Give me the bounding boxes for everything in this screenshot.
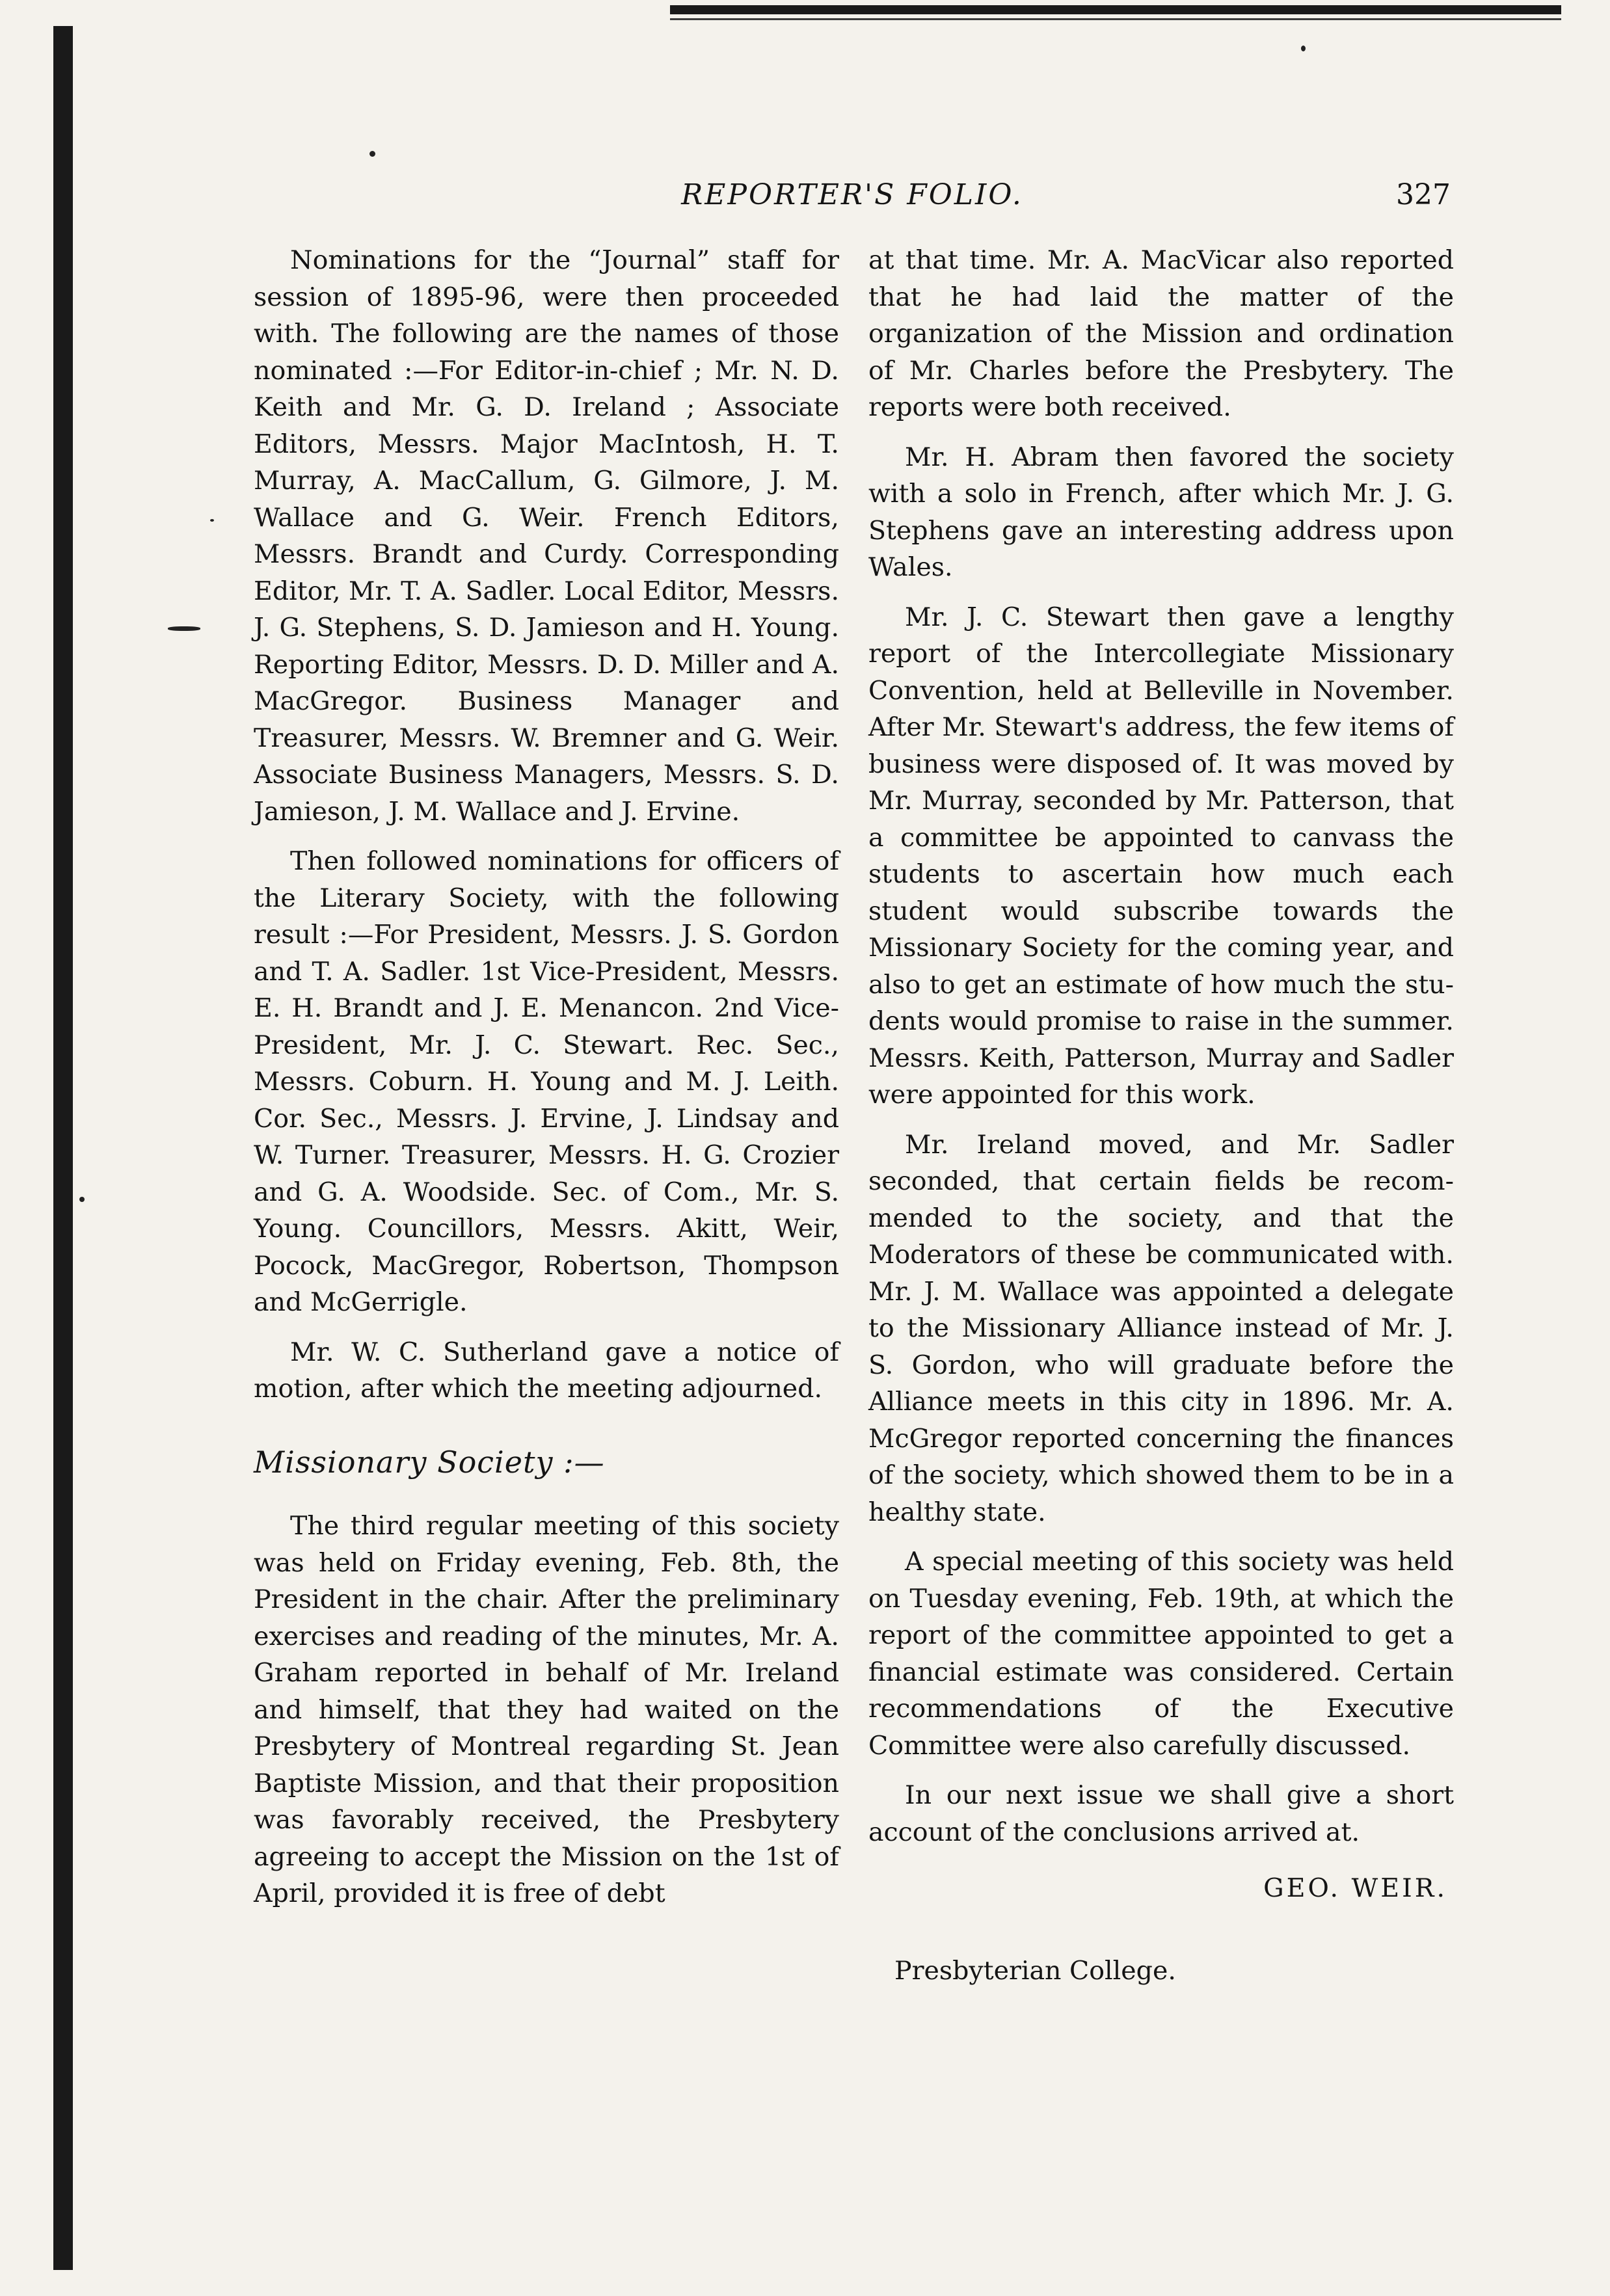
signature: GEO. WEIR. xyxy=(1263,1873,1447,1903)
scan-edge-top xyxy=(670,5,1561,14)
scan-speck xyxy=(168,626,200,631)
scan-edge-left xyxy=(53,26,73,2270)
continuation-paragraph: at that time. Mr. A. MacVicar also reported that he had laid the matter of the organization of the Mission and ordination of Mr. Charles before the Presbytery. The reports were both received. xyxy=(868,245,1454,422)
special-meeting-paragraph: A special meeting of this society was held on Tuesday evening, Feb. 19th, at which the report of the committee appointed to get a financial estimate was considered. Certain recommendations of the Executive Committee were also carefully discussed. xyxy=(868,1547,1454,1761)
journal-nominations-paragraph: Nominations for the “Journal” staff for session of 1895-96, were then proceeded with. The following are the names of those nominated :—For Editor-in-chief ; Mr. N. D. Keith and Mr. G. D. Ireland ; Associate Editors, Messrs. Major MacIntosh, H. T. Murray, A. MacCallum, G. Gilmore, J. M. Wallace and G. Weir. French Editors, Messrs. Brandt and Curdy. Corresponding Editor, Mr. T. A. Sadler. Local Editor, Messrs. J. G. Stephens, S. D. Jamieson and H. Young. Reporting Editor, Messrs. D. D. Miller and A. MacGregor. Business Manager and Treasurer, Messrs. W. Bremner and G. Weir. Associate Business Managers, Messrs. S. D. Jamieson, J. M. Wallace and J. Ervine. xyxy=(254,245,840,827)
affiliation: Presbyterian College. xyxy=(894,1955,1176,1986)
running-title: REPORTER'S FOLIO. xyxy=(681,178,1023,211)
section-heading: Missionary Society :— xyxy=(254,1444,605,1480)
fields-motion-paragraph: Mr. Ireland moved, and Mr. Sadler seconded, that certain fields be recommended to the society, and that the Moderators of these be communicated with. Mr. J. M. Wallace was appointed a delegate to the Missionary Alliance instead of Mr. J. S. Gordon, who will graduate before the Alliance meets in this city in 1896. Mr. A. McGregor reported concerning the finances of the society, which showed them to be in a healthy state. xyxy=(868,1129,1454,1527)
page-number: 327 xyxy=(1396,178,1451,211)
scan-speck xyxy=(1301,46,1306,51)
scan-speck xyxy=(210,519,214,522)
literary-society-nominations-paragraph: Then followed nominations for officers of the Literary Society, with the following result :—For President, Messrs. J. S. Gordon and T. A. Sadler. 1st Vice-President, Messrs. E. H. Brandt and J. E. Menancon. 2nd Vice-President, Mr. J. C. Stewart. Rec. Sec., Messrs. Coburn. H. Young and M. J. Leith. Cor. Sec., Messrs. J. Ervine, J. Lindsay and W. Turner. Treasurer, Messrs. H. G. Crozier and G. A. Woodside. Sec. of Com., Mr. S. Young. Councillors, Messrs. Akitt, Weir, Pocock, MacGregor, Robertson, Thompson and McGerrigle. xyxy=(254,846,839,1317)
page-header xyxy=(254,176,1451,221)
missionary-meeting-paragraph: The third regular meeting of this society was held on Friday evening, Feb. 8th, the President in the chair. After the preliminary exercises and reading of the minutes, Mr. A. Graham reported in behalf of Mr. Ireland and himself, that they had waited on the Presbytery of Montreal regarding St. Jean Baptiste Mission, and that their proposition was favorably received, the Presbytery agreeing to accept the Mission on the 1st of April, provided it is free of debt xyxy=(254,1511,839,1908)
next-issue-paragraph: In our next issue we shall give a short account of the conclusions arrived at. xyxy=(868,1780,1454,1847)
scan-speck xyxy=(369,151,375,157)
left-column xyxy=(254,242,839,1925)
right-column xyxy=(868,242,1454,1989)
scan-speck xyxy=(79,1197,85,1202)
solo-paragraph: Mr. H. Abram then favored the society with a solo in French, after which Mr. J. G. Stephens gave an interesting address upon Wales. xyxy=(868,442,1454,582)
adjournment-paragraph: Mr. W. C. Sutherland gave a notice of motion, after which the meeting adjourned. xyxy=(254,1337,839,1404)
scan-edge-top-rule xyxy=(670,18,1561,20)
convention-report-paragraph: Mr. J. C. Stewart then gave a lengthy report of the Intercollegiate Missionary Convention, held at Belleville in November. After Mr. Stewart's address, the few items of business were disposed of. It was moved by Mr. Murray, seconded by Mr. Patterson, that a committee be appointed to canvass the students to ascertain how much each student would subscribe towards the Missionary Society for the coming year, and also to get an estimate of how much the students would promise to raise in the summer. Messrs. Keith, Patterson, Murray and Sadler were appointed for this work. xyxy=(868,602,1454,1110)
